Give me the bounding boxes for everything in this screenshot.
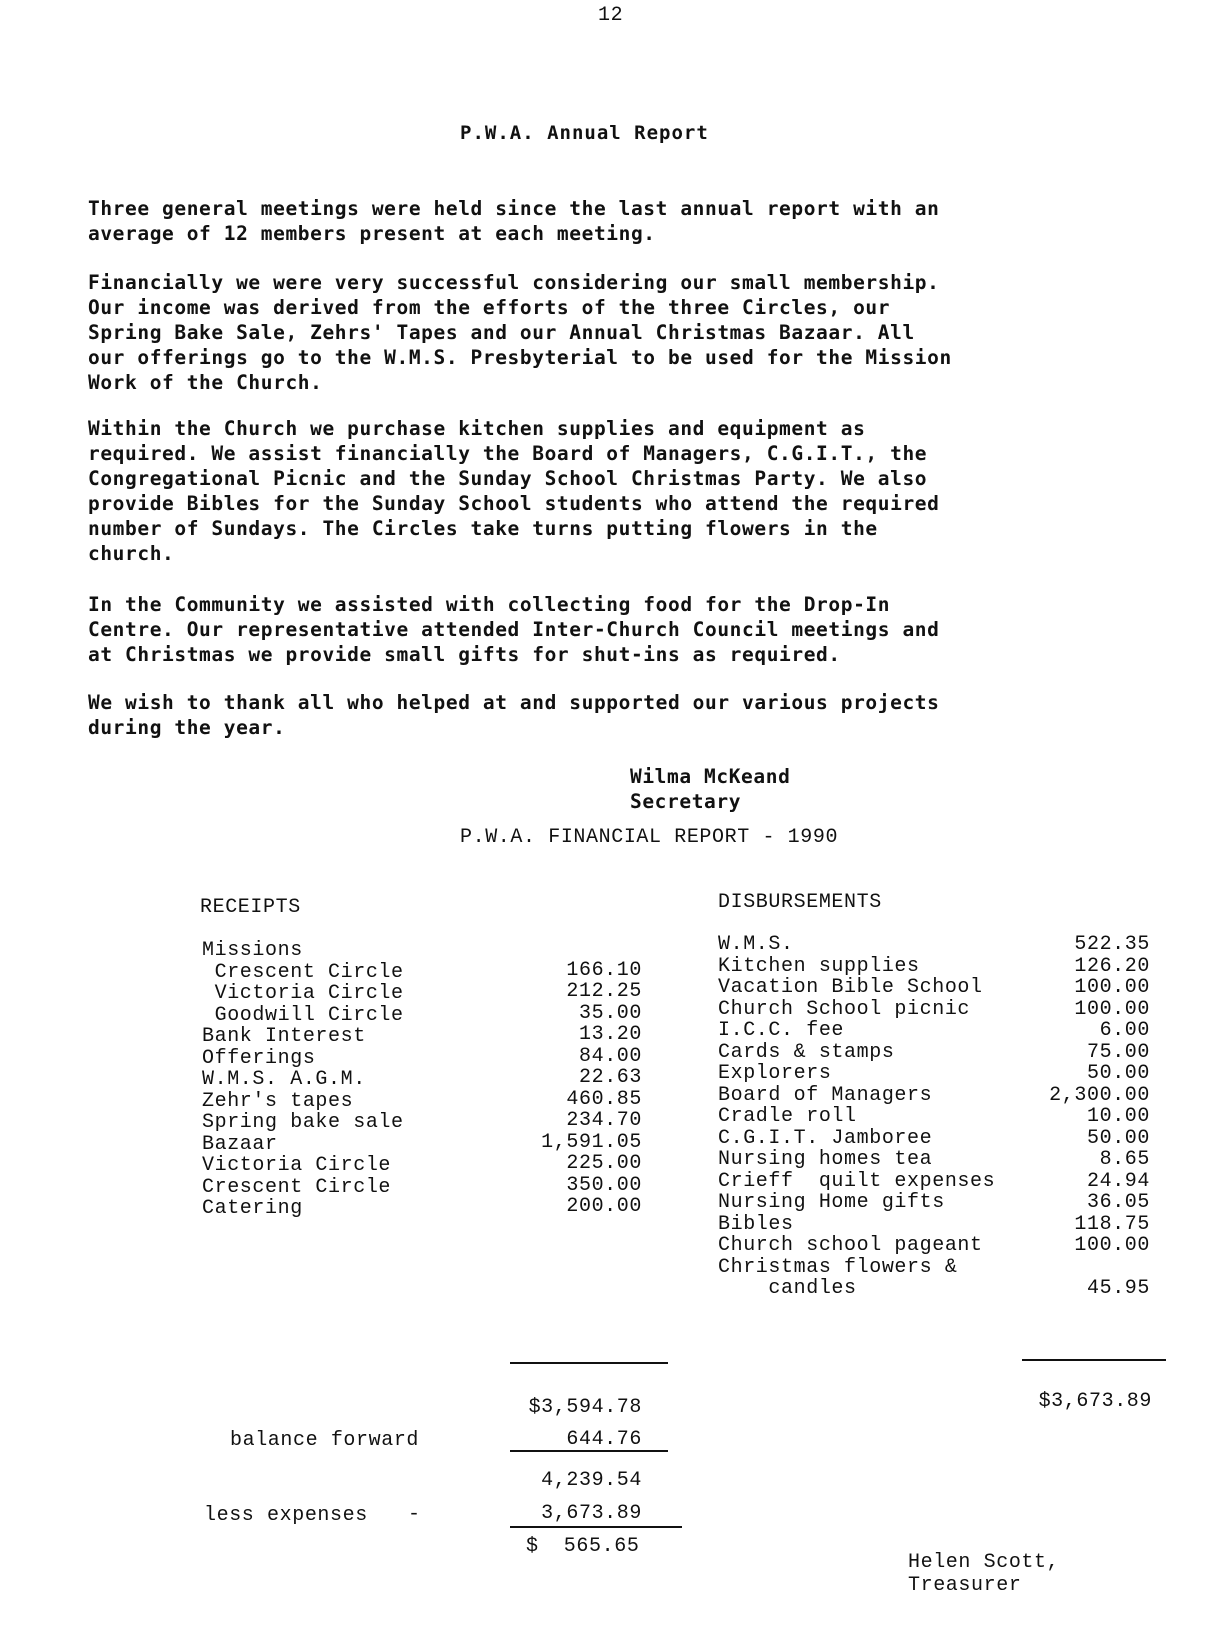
disbursement-item-label: Bibles [718, 1212, 794, 1236]
receipt-item-amount: 200.00 [566, 1195, 642, 1218]
disbursements-total-rule [1022, 1359, 1166, 1361]
financial-report-title: P.W.A. FINANCIAL REPORT - 1990 [460, 826, 839, 849]
receipt-item-label: W.M.S. A.G.M. [202, 1068, 366, 1091]
receipt-item-amount: 350.00 [566, 1173, 642, 1197]
disbursement-item-amount: 45.95 [1086, 1277, 1150, 1300]
disbursement-item-amount: 8.65 [1099, 1148, 1150, 1171]
disbursement-item-label: Vacation Bible School [718, 976, 983, 999]
receipt-item-amount: 13.20 [578, 1023, 642, 1046]
secretary-title: Secretary [630, 790, 742, 813]
secretary-name: Wilma McKeand [630, 765, 791, 788]
disbursement-item-amount: 118.75 [1074, 1212, 1150, 1236]
balance-forward-label: balance forward [230, 1429, 420, 1452]
receipt-item-label: Missions [202, 939, 303, 962]
disbursement-item-label: I.C.C. fee [718, 1019, 845, 1042]
receipt-item-amount: 166.10 [566, 958, 642, 982]
receipt-item-amount: 225.00 [566, 1152, 642, 1175]
disbursement-item-label: Church School picnic [718, 997, 971, 1021]
receipt-item-label: Zehr's tapes [202, 1089, 354, 1113]
disbursement-item-amount: 2,300.00 [1049, 1083, 1150, 1107]
disbursement-item-amount: 24.94 [1086, 1169, 1150, 1193]
disbursement-item-label: Church school pageant [718, 1234, 983, 1257]
receipt-item-amount: 234.70 [566, 1109, 642, 1132]
disbursement-item-amount: 36.05 [1086, 1191, 1150, 1214]
receipts-total-rule [510, 1362, 668, 1364]
disbursement-item-label: Explorers [718, 1062, 832, 1085]
receipt-item-amount: 212.25 [566, 980, 642, 1003]
treasurer-name: Helen Scott, [908, 1551, 1060, 1574]
disbursement-item-amount: 100.00 [1074, 976, 1150, 999]
disbursement-item-label: Nursing Home gifts [718, 1191, 945, 1214]
disbursement-item-amount: 75.00 [1086, 1040, 1150, 1064]
disbursement-item-amount: 126.20 [1074, 954, 1150, 978]
disbursements-labels [718, 934, 1048, 1300]
paragraph-meetings: Three general meetings were held since the last annual report with an average of 12 members present at each meeting. [88, 197, 940, 245]
receipt-item-label: Victoria Circle [202, 982, 404, 1005]
receipts-amounts [500, 938, 642, 1218]
disbursements-total: $3,673.89 [1038, 1390, 1152, 1413]
balance-forward-amount: 644.76 [566, 1428, 642, 1451]
subtotal-amount: 4,239.54 [541, 1469, 642, 1492]
paragraph-community: In the Community we assisted with collecting food for the Drop-In Centre. Our representative attended Inter-Church Council meetings and at Christmas we provide small gifts for shut-ins as required. [88, 593, 940, 666]
receipt-item-amount [500, 938, 642, 960]
disbursement-item-amount: 10.00 [1086, 1105, 1150, 1128]
paragraph-finances: Financially we were very successful considering our small membership. Our income was derived from the efforts of the three Circles, our Spring Bake Sale, Zehrs' Tapes and our Annual Christmas Bazaar. All our offerings go to the W.M.S. Presbyterial to be used for the Mission Work of the Church. [88, 271, 952, 394]
paragraph-church: Within the Church we purchase kitchen supplies and equipment as required. We assist financially the Board of Managers, C.G.I.T., the Congregational Picnic and the Sunday School Christmas Party. We also provide Bibles for the Sunday School students who attend the required number of Sundays. The Circles take turns putting flowers in the church. [88, 417, 940, 565]
receipt-item-amount: 84.00 [578, 1044, 642, 1068]
disbursements-amounts [1000, 934, 1150, 1300]
receipt-item-label: Spring bake sale [202, 1111, 404, 1134]
receipt-item-label: Crescent Circle [202, 960, 404, 984]
disbursement-item-amount: 50.00 [1086, 1062, 1150, 1085]
page-number: 12 [598, 4, 624, 27]
disbursement-item-amount: 50.00 [1086, 1126, 1150, 1150]
receipts-labels [202, 940, 532, 1220]
less-expenses-label: less expenses [204, 1504, 368, 1527]
less-expenses-dash: - [408, 1503, 421, 1526]
disbursement-item-amount: 100.00 [1074, 997, 1150, 1021]
receipt-item-label: Offerings [202, 1046, 316, 1070]
disbursement-item-label: Board of Managers [718, 1083, 933, 1107]
receipt-item-label: Goodwill Circle [202, 1003, 404, 1027]
receipt-item-amount: 1,591.05 [541, 1130, 642, 1154]
receipt-item-label: Bazaar [202, 1132, 278, 1156]
receipt-item-label: Crescent Circle [202, 1175, 392, 1199]
disbursement-item-label: Nursing homes tea [718, 1148, 933, 1171]
disbursement-item-amount [1000, 1257, 1150, 1279]
disbursement-item-amount: 100.00 [1074, 1234, 1150, 1257]
annual-report-title: P.W.A. Annual Report [460, 122, 709, 144]
receipt-item-amount: 460.85 [566, 1087, 642, 1111]
receipt-item-label: Victoria Circle [202, 1154, 392, 1177]
disbursement-item-label: W.M.S. [718, 933, 794, 956]
disbursement-item-amount: 522.35 [1074, 933, 1150, 956]
receipts-total: $3,594.78 [528, 1396, 642, 1419]
disbursement-item-amount: 6.00 [1099, 1019, 1150, 1042]
receipt-item-amount: 35.00 [578, 1001, 642, 1025]
disbursement-item-label: Cradle roll [718, 1105, 857, 1128]
balance-forward-rule [510, 1450, 668, 1452]
paragraph-thanks: We wish to thank all who helped at and supported our various projects during the year. [88, 691, 940, 739]
disbursement-item-label: Cards & stamps [718, 1040, 895, 1064]
final-balance-amount: $ 565.65 [526, 1535, 640, 1558]
less-expenses-rule [510, 1526, 682, 1528]
disbursements-heading: DISBURSEMENTS [718, 891, 882, 914]
treasurer-title: Treasurer [908, 1574, 1022, 1597]
disbursement-item-label: Crieff quilt expenses [718, 1169, 996, 1193]
receipt-item-label: Catering [202, 1197, 303, 1220]
disbursement-item-label: C.G.I.T. Jamboree [718, 1126, 933, 1150]
receipt-item-amount: 22.63 [578, 1066, 642, 1089]
disbursement-item-label: Christmas flowers & [718, 1255, 958, 1279]
disbursement-item-label: candles [718, 1277, 857, 1300]
disbursement-item-label: Kitchen supplies [718, 954, 920, 978]
receipt-item-label: Bank Interest [202, 1025, 366, 1048]
less-expenses-amount: 3,673.89 [541, 1502, 642, 1525]
receipts-heading: RECEIPTS [200, 896, 301, 919]
